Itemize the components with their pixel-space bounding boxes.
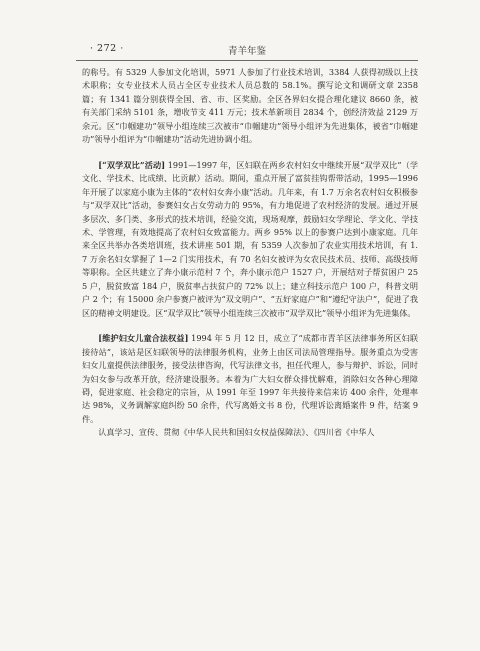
paragraph-gap [82,147,418,159]
paragraph-law-study [82,426,418,439]
section-title: [维护妇女儿童合法权益] [98,333,189,344]
page-number: · 272 · [90,43,124,54]
paragraph-text: 1991—1997 年，区妇联在两乡农村妇女中继续开展“双学双比”（学文化、学技术、比成绩、比贡献）活动。期间，重点开展了富贫挂钩帮带活动，1995—1996 年开展了以家庭小康为主体的“农村妇女奔小康”活动。几年来，有 1.7 万余名农村妇女积极参与“双学双比”活动，参赛妇女占女劳动力的 95%，有力地促进了农村经济的发展。通过开展多层次、多门类、多形式的技术培训，经验交流，现场观摩，鼓励妇女学理论、学文化、学技术、学管理，有效地提高了农村妇女致富能力。两乡 95% 以上的参赛户达到小康家庭。几年来全区共举办各类培训班，技术讲座 501 期，有 5359 人次参加了农业实用技术培训，有 1.7 万余名妇女掌握了 1—2 门实用技术，有 70 名妇女被评为女农民技术员、技师、高级技师等职称。全区共建立了奔小康示范村 7 个，奔小康示范户 1527 户，开展结对子帮贫困户 255 户，脱贫致富 184 户，脱贫率占扶贫户的 72% 以上；建立科技示范户 100 户，科普文明户 2 个；有 15000 余户参赛户被评为“双文明户”、“五好家庭户”和“遵纪守法户”，促进了我区的精神文明建设。区“双学双比”领导小组连续三次被市“双学双比”领导小组评为先进集体。 [82,159,418,318]
running-head: 青羊年鉴 [227,46,266,57]
paragraph-text: 的称号。有 5329 人参加文化培训，5971 人参加了行业技术培训，3384 人获得初级以上技术职称；女专业技术人员占全区专业技术人员总数的 58.1%。撰写论文和调研文章 2358 篇；有 1341 篇分别获得全国、省、市、区奖励。全区各界妇女提合理化建议 8660 条，被有关部门采纳 5101 条，增收节支 411 万元；技术革新项目 2834 个，创经济效益 2129 万余元。区“巾帼建功”领导小组连续三次被市“巾帼建功”领导小组评为先进集体，被省“巾帼建功”领导小组评为“巾帼建功”活动先进协调小组。 [82,67,418,145]
section-title: [“双学双比”活动] [98,159,166,170]
paragraph-text: 1994 年 5 月 12 日，成立了“成都市青羊区法律事务所区妇联接待站”，该站是区妇联领导的法律服务机构，业务上由区司法局管理指导。服务重点为受害妇女儿童提供法律服务，接受法律咨询，代写法律文书，担任代理人，参与辩护、诉讼，同时为妇女参与改革开放，经济建设服务。本着为广大妇女群众排忧解难，消除妇女各种心理障碍，促进家庭、社会稳定的宗旨，从 1991 年至 1997 年共接待来信来访 400 余件，处理率达 98%，义务调解家庭纠纷 50 余件，代写离婚文书 8 份，代理诉讼离婚案件 9 件，结案 9 件。 [82,333,418,424]
paragraph-gap [82,320,418,332]
page-header [76,42,418,61]
paragraph-rights-protection [82,332,418,426]
paragraph-shuangxue-shuangbi [82,159,418,320]
body-text [82,66,418,440]
paragraph-continued [82,66,418,147]
paragraph-text: 认真学习、宣传、贯彻《中华人民共和国妇女权益保障法》、《四川省《中华人 [98,427,375,438]
